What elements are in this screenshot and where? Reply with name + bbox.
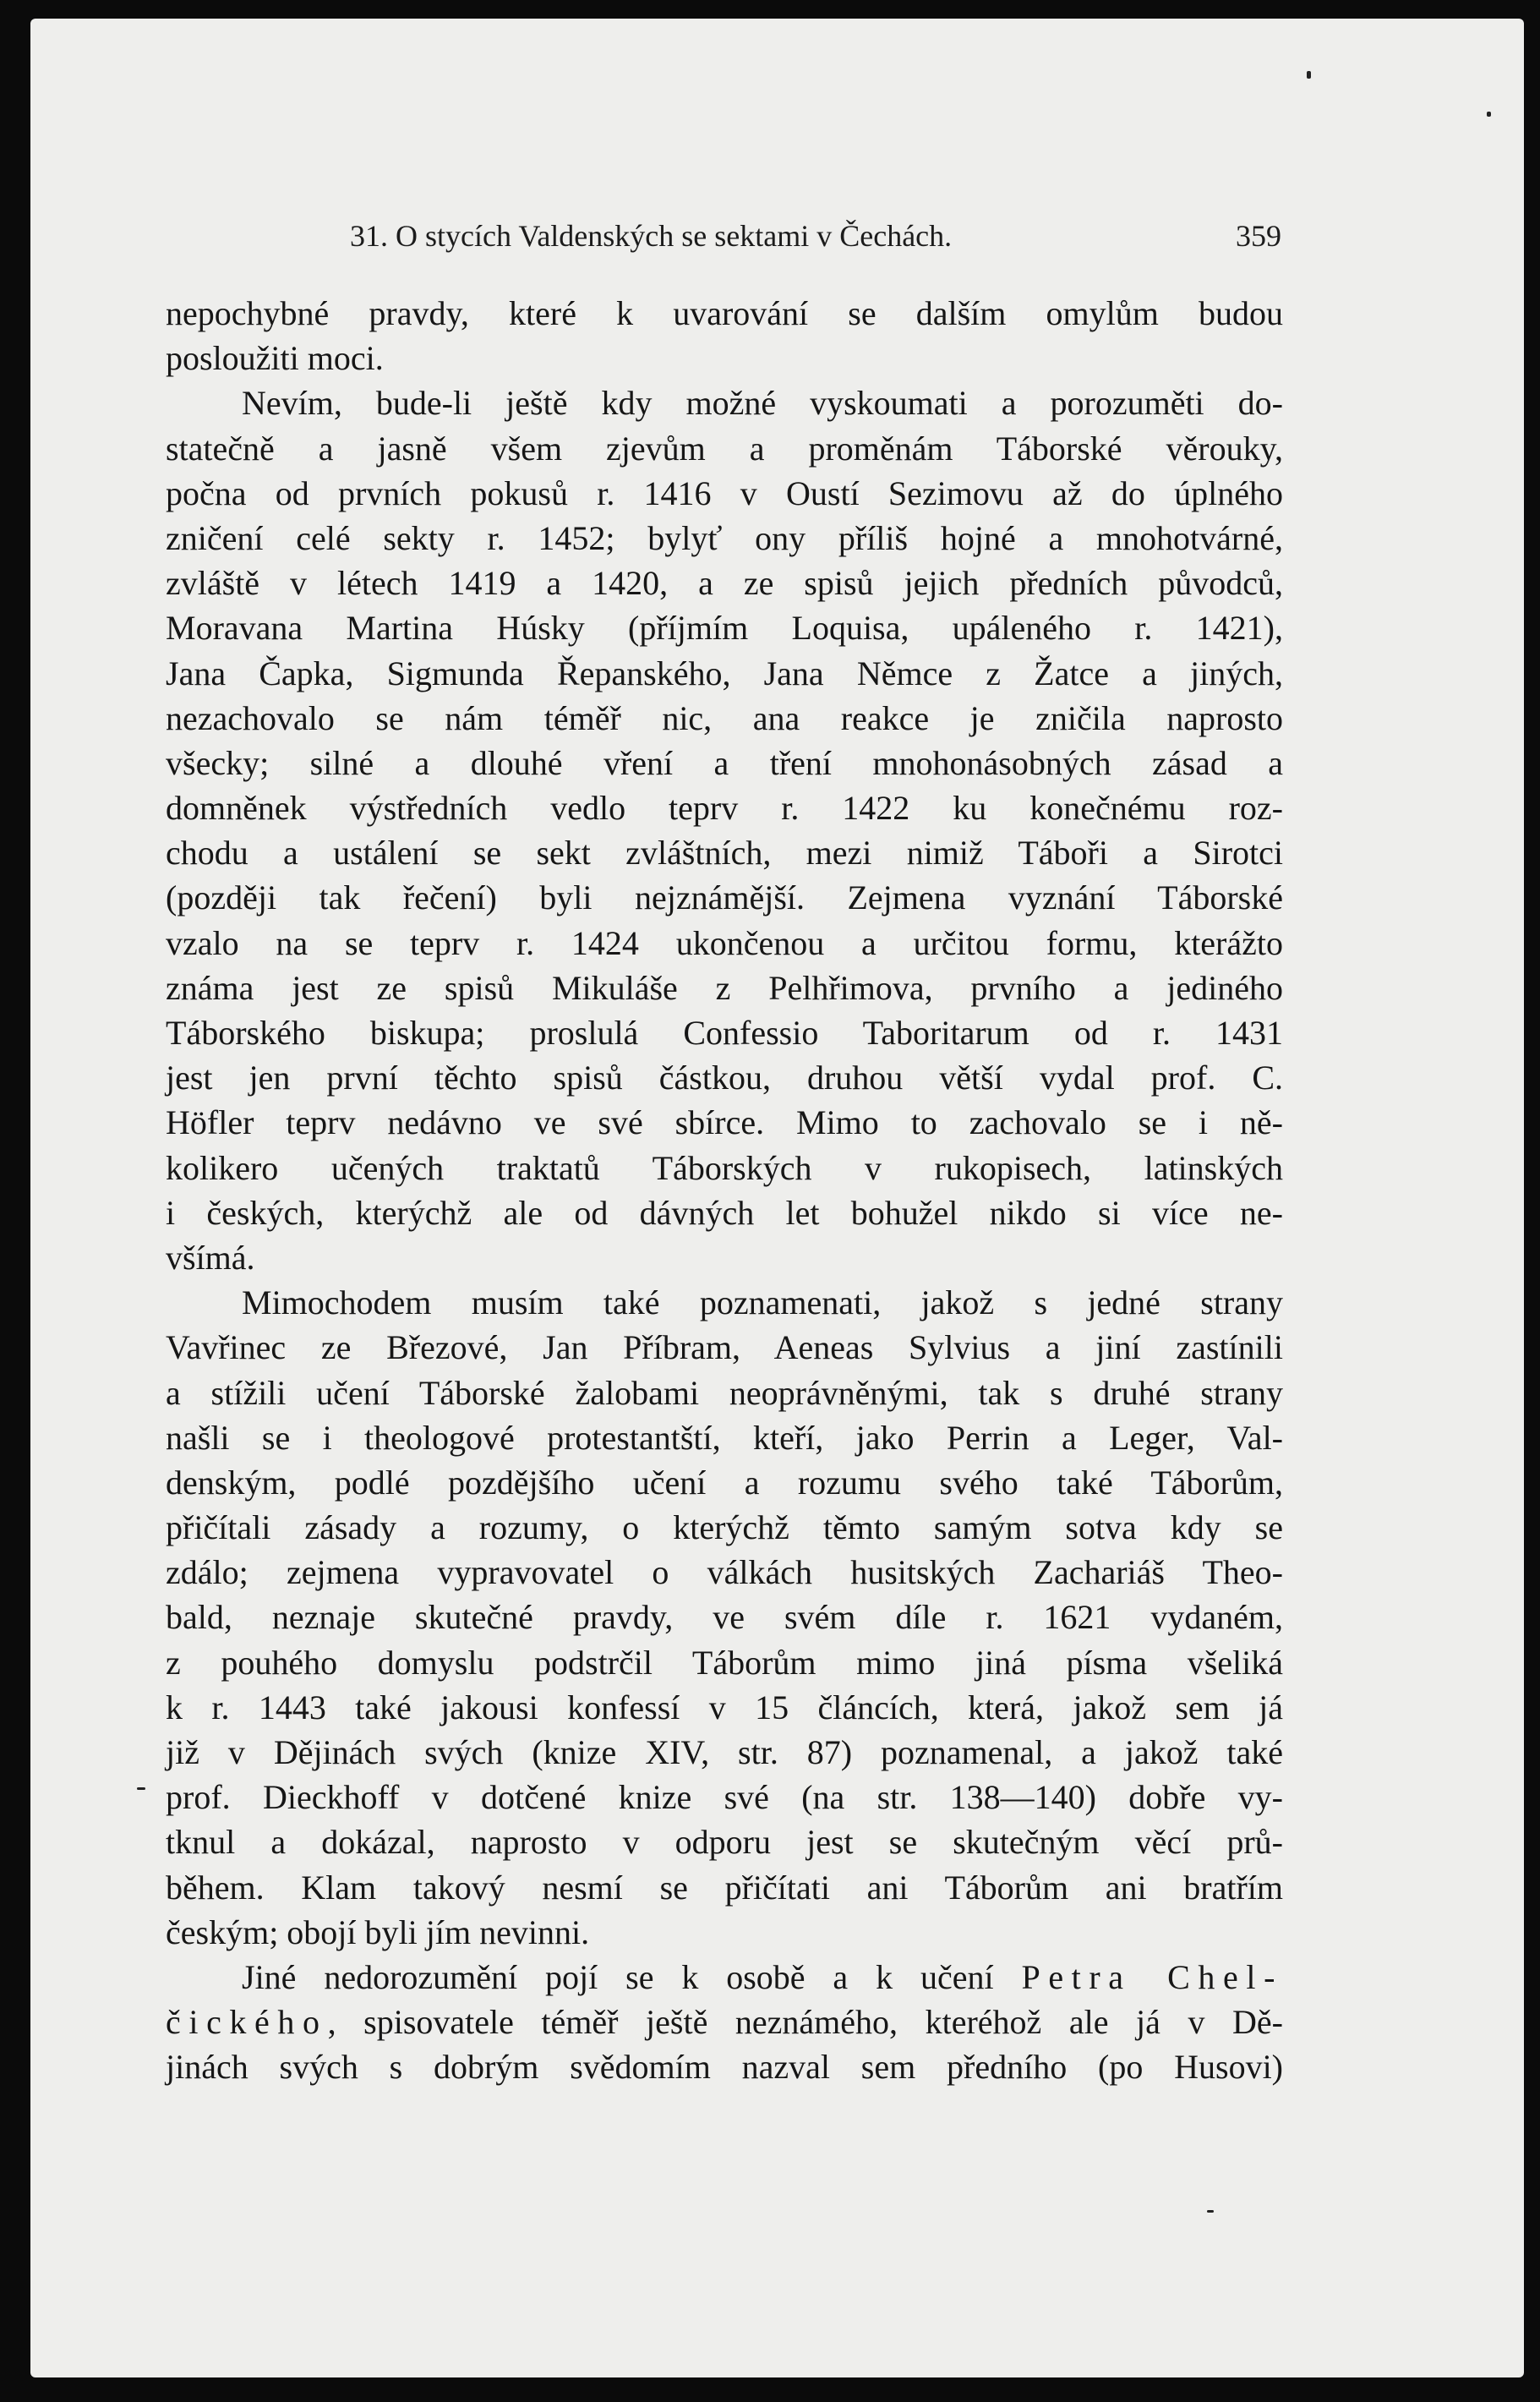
text-line: Moravana Martina Húsky (příjmím Loquisa, upáleného r. 1421),: [166, 609, 1283, 648]
text-line: zničení celé sekty r. 1452; bylyť ony příliš hojné a mnohotvárné,: [166, 518, 1283, 557]
text-line: domněnek výstředních vedlo teprv r. 1422 ku konečnému roz-: [166, 789, 1283, 828]
text-line: Höfler teprv nedávno ve své sbírce. Mimo to zachovalo se i ně-: [166, 1103, 1283, 1142]
paragraph: [166, 380, 1283, 1280]
text-line: již v Dějinách svých (knize XIV, str. 87) poznamenal, a jakož také: [166, 1733, 1283, 1771]
text-line: během. Klam takový nesmí se přičítati ani Táborům ani bratřím: [166, 1868, 1283, 1907]
text-line: vzalo na se teprv r. 1424 ukončenou a určitou formu, kterážto: [166, 923, 1283, 962]
text-line: nezachovalo se nám téměř nic, ana reakce je zničila naprosto: [166, 698, 1283, 737]
text-line: chodu a ustálení se sekt zvláštních, mezi nimiž Táboři a Sirotci: [166, 834, 1283, 873]
page-number: 359: [1236, 219, 1281, 253]
text-line: Jiné nedorozumění pojí se k osobě a k učení Petra Chel-: [242, 1957, 1284, 1996]
chapter-title: 31. O stycích Valdenských se sektami v Čechách.: [350, 219, 953, 253]
text-line: našli se i theologové protestantští, kteří, jako Perrin a Leger, Val-: [166, 1418, 1283, 1457]
text-line: českým; obojí byli jím nevinni.: [166, 1912, 590, 1951]
text-line: známa jest ze spisů Mikuláše z Pelhřimova, prvního a jediného: [166, 968, 1283, 1007]
body-text: [166, 291, 1283, 2090]
text-line: čického, spisovatele téměř ještě neznámého, kteréhož ale já v Dě-: [166, 2003, 1283, 2042]
text-line: (později tak řečení) byli nejznámější. Zejmena vyznání Táborské: [166, 878, 1283, 917]
text-line: z pouhého domyslu podstrčil Táborům mimo jiná písma všeliká: [166, 1643, 1283, 1682]
text-line: Táborského biskupa; proslulá Confessio Taboritarum od r. 1431: [166, 1014, 1283, 1052]
text-line: Mimochodem musím také poznamenati, jakož s jedné strany: [242, 1283, 1283, 1322]
paragraph: [166, 1955, 1283, 2090]
text-line: počna od prvních pokusů r. 1416 v Oustí Sezimovu až do úplného: [166, 473, 1283, 512]
spaced-name: čického: [166, 2003, 328, 2042]
text-line: Nevím, bude-li ještě kdy možné vyskoumati a porozuměti do-: [242, 384, 1283, 423]
text-line: Jana Čapka, Sigmunda Řepanského, Jana Němce z Žatce a jiných,: [166, 654, 1283, 692]
text-line: prof. Dieckhoff v dotčené knize své (na str. 138—140) dobře vy-: [166, 1778, 1283, 1817]
spaced-name: Petra Chel-: [1021, 1957, 1284, 1996]
text-line: zvláště v létech 1419 a 1420, a ze spisů jejich předních původců,: [166, 564, 1283, 603]
text-line: nepochybné pravdy, které k uvarování se dalším omylům budou: [166, 294, 1283, 332]
text-line: jest jen první těchto spisů částkou, druhou větší vydal prof. C.: [166, 1059, 1283, 1097]
text-line: posloužiti moci.: [166, 339, 384, 378]
paragraph: [166, 1280, 1283, 1955]
text-line: bald, neznaje skutečné pravdy, ve svém díle r. 1621 vydaném,: [166, 1598, 1283, 1637]
page-speck: [1207, 2210, 1214, 2213]
page-speck: [137, 1787, 145, 1790]
text-line: a stížili učení Táborské žalobami neoprávněnými, tak s druhé strany: [166, 1373, 1283, 1412]
text-line: k r. 1443 také jakousi konfessí v 15 článcích, která, jakož sem já: [166, 1688, 1283, 1726]
page-speck: [1307, 71, 1311, 79]
text-line: jinách svých s dobrým svědomím nazval sem předního (po Husovi): [166, 2048, 1283, 2087]
text-line: přičítali zásady a rozumy, o kterýchž těmto samým sotva kdy se: [166, 1508, 1283, 1547]
text-line: Vavřinec ze Březové, Jan Příbram, Aeneas Sylvius a jiní zastínili: [166, 1328, 1283, 1367]
page-speck: [1487, 112, 1491, 117]
text-line: tknul a dokázal, naprosto v odporu jest se skutečným věcí prů-: [166, 1823, 1283, 1862]
text-line: všecky; silné a dlouhé vření a tření mnohonásobných zásad a: [166, 743, 1283, 782]
text-line: statečně a jasně všem zjevům a proměnám Táborské věrouky,: [166, 429, 1283, 468]
paragraph: [166, 291, 1283, 380]
running-header: [319, 218, 1281, 260]
text-line: kolikero učených traktatů Táborských v rukopisech, latinských: [166, 1148, 1283, 1187]
text-line: zdálo; zejmena vypravovatel o válkách husitských Zachariáš Theo-: [166, 1553, 1283, 1592]
text-line: i českých, kterýchž ale od dávných let bohužel nikdo si více ne-: [166, 1193, 1283, 1232]
text-line: denským, podlé pozdějšího učení a rozumu svého také Táborům,: [166, 1463, 1283, 1502]
text-line: všímá.: [166, 1238, 255, 1277]
